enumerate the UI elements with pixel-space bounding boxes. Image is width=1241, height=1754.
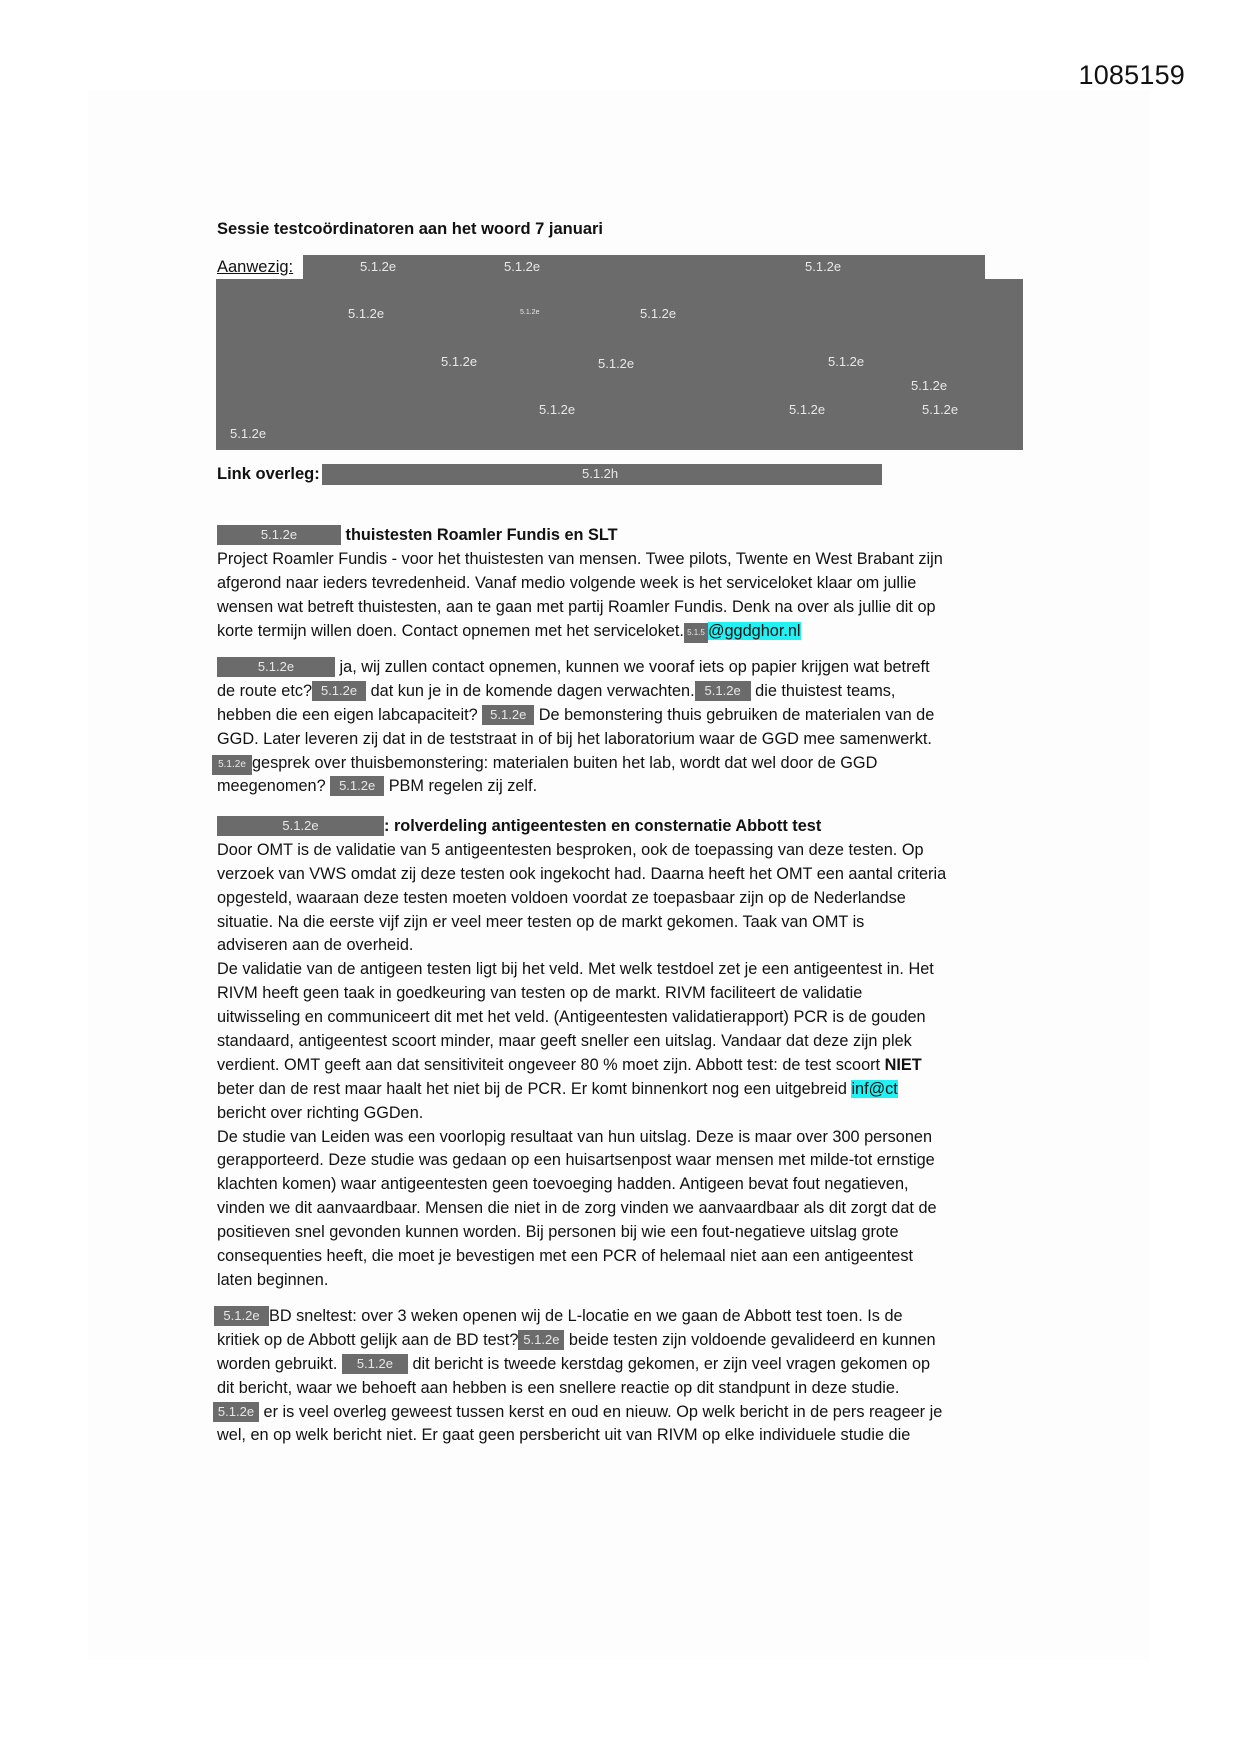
attendee-redaction-code: 5.1.2e (598, 356, 635, 371)
text-line: dit bericht, waar we behoeft aan hebben is een snellere reactie op dit standpunt in deze studie. (217, 1378, 900, 1397)
text: hebben die een eigen labcapaciteit? (217, 705, 478, 724)
redaction-box: 5.1.2e (213, 1402, 259, 1422)
attendee-redaction-code: 5.1.2e (504, 259, 541, 274)
text-line: positieven snel gevonden kunnen worden. Bij personen bij wie een fout-negatieve uitslag grote (217, 1223, 899, 1242)
section-bd-sneltest (217, 1305, 1037, 1448)
attendee-redaction-code: 5.1.2e (789, 402, 826, 417)
text: PBM regelen zij zelf. (388, 777, 538, 796)
text-line: klachten komen) waar antigeentesten geen toevoeging hadden. Antigeen bevat fout negatieven, (217, 1175, 909, 1194)
text-line: Project Roamler Fundis - voor het thuistesten van mensen. Twee pilots, Twente en West Brabant zijn (217, 549, 943, 568)
attendee-redaction-code: 5.1.2e (640, 306, 677, 321)
attendees-label: Aanwezig: (217, 258, 294, 276)
text: BD sneltest: over 3 weken openen wij de L-locatie en we gaan de Abbott test toen. Is de (269, 1307, 903, 1325)
text-line: RIVM heeft geen taak in goedkeuring van testen op de markt. RIVM faciliteert de validatie (217, 984, 863, 1003)
text-line: uitwisseling en communiceert dit met het veld. (Antigeentesten validatierapport) PCR is de gouden (217, 1008, 926, 1027)
text: worden gebruikt. (217, 1354, 338, 1373)
text-line: standaard, antigeentest scoort minder, maar geeft sneller een uitslag. Vandaar dat deze zijn plek (217, 1032, 912, 1051)
attendee-redaction-code: 5.1.2e (539, 402, 576, 417)
section-antigeentesten (217, 815, 1037, 1293)
text: die thuistest teams, (755, 681, 896, 700)
redaction-box: 5.1.2e (312, 681, 366, 701)
document-number: 1085159 (1078, 60, 1185, 90)
text-line: laten beginnen. (217, 1270, 329, 1289)
text-line: opgesteld, waaraan deze testen moeten voldoen voordat ze toepasbaar zijn op de Nederlandse (217, 888, 906, 907)
text-line (217, 1329, 1037, 1353)
attendee-redaction-code: 5.1.2e (922, 402, 959, 417)
section-heading (217, 815, 1037, 839)
text-line: adviseren aan de overheid. (217, 936, 414, 955)
text: meegenomen? (217, 777, 326, 796)
text-line (217, 656, 1037, 680)
attendees-redaction-top (303, 255, 985, 281)
text: gesprek over thuisbemonstering: materialen buiten het lab, wordt dat wel door de GGD (252, 753, 878, 772)
attendee-redaction-code: 5.1.2e (360, 259, 397, 274)
text-line: wensen wat betreft thuistesten, aan te gaan met partij Roamler Fundis. Denk na over als jullie dit op (217, 597, 936, 616)
text-line (217, 775, 1037, 799)
redaction-box: 5.1.2e (214, 1306, 269, 1326)
text-line: vinden we dit aanvaardbaar. Mensen die niet in de zorg vinden we aanvaardbaar als dit zorgt dat de (217, 1199, 937, 1218)
text-line (217, 680, 1037, 704)
link-overleg-label: Link overleg: (217, 465, 320, 483)
text-line: De studie van Leiden was een voorlopig resultaat van hun uitslag. Deze is maar over 300 personen (217, 1127, 932, 1146)
redaction-box: 5.1.2e (330, 776, 384, 796)
text: kritiek op de Abbott gelijk aan de BD test? (217, 1330, 519, 1349)
section-discussion (217, 656, 1037, 799)
text: korte termijn willen doen. Contact opnemen met het serviceloket. (217, 621, 684, 640)
text-line: wel, en op welk bericht niet. Er gaat geen persbericht uit van RIVM op elke individuele studie die (217, 1426, 911, 1445)
attendee-redaction-code: 5.1.2e (805, 259, 842, 274)
text-line (214, 1305, 1037, 1329)
infct-highlight: inf@ct (851, 1079, 898, 1098)
text-line: situatie. Na die eerste vijf zijn er veel meer testen op de markt gekomen. Taak van OMT is (217, 912, 865, 931)
heading-text: thuistesten Roamler Fundis en SLT (345, 526, 618, 544)
text-line: bericht over richting GGDen. (217, 1103, 424, 1122)
redaction-box: 5.1.2e (342, 1354, 408, 1374)
attendee-redaction-code: 5.1.2e (911, 378, 948, 393)
text-line: Door OMT is de validatie van 5 antigeentesten besproken, ook de toepassing van deze testen. Op (217, 840, 924, 859)
text: dit bericht is tweede kerstdag gekomen, er zijn veel vragen gekomen op (412, 1354, 931, 1373)
text: verdient. OMT geeft aan dat sensitiviteit ongeveer 80 % moet zijn. Abbott test: de test scoort (217, 1055, 885, 1074)
text: dat kun je in de komende dagen verwachten. (370, 681, 695, 700)
text-line (217, 1353, 1037, 1377)
redaction-box: 5.1.2e (518, 1330, 564, 1350)
email-redaction: 5.1.5 (684, 623, 708, 643)
text-line (213, 1401, 1037, 1425)
text: beter dan de rest maar haalt het niet bij de PCR. Er komt binnenkort nog een uitgebreid (217, 1079, 852, 1098)
emphasis-niet: NIET (884, 1055, 922, 1074)
text-line: De validatie van de antigeen testen ligt bij het veld. Met welk testdoel zet je een antigeentest in. Het (217, 960, 934, 979)
attendee-redaction-code: 5.1.2e (441, 354, 478, 369)
section-heading (217, 524, 1037, 548)
redaction-box: 5.1.2e (217, 657, 335, 677)
email-domain-highlight: @ggdghor.nl (707, 621, 801, 640)
redaction-box: 5.1.2e (217, 525, 341, 545)
redaction-box: 5.1.2e (217, 816, 384, 836)
text-line: verzoek van VWS omdat zij deze testen ook ingekocht had. Daarna heeft het OMT een aantal criteria (217, 864, 947, 883)
text-line (217, 1054, 1037, 1078)
document-title: Sessie testcoördinatoren aan het woord 7 januari (217, 220, 604, 238)
attendee-redaction-code: 5.1.2e (828, 354, 865, 369)
text: de route etc? (217, 681, 313, 700)
text-line: consequenties heeft, die moet je bevestigen met een PCR of helemaal niet aan een antigeentest (217, 1247, 914, 1266)
attendee-redaction-code: 5.1.2e (230, 426, 267, 441)
text-line: GGD. Later leveren zij dat in de teststraat in of bij het laboratorium waar de GGD mee samenwerkt. (217, 729, 932, 748)
link-overleg-redaction-code: 5.1.2h (582, 466, 619, 481)
text: beide testen zijn voldoende gevalideerd en kunnen (568, 1330, 936, 1349)
redaction-box: 5.1.2e (482, 705, 534, 725)
attendee-redaction-code: 5.1.2e (520, 309, 540, 316)
text: ja, wij zullen contact opnemen, kunnen we vooraf iets op papier krijgen wat betreft (339, 658, 930, 676)
text-line: afgerond naar ieders tevredenheid. Vanaf medio volgende week is het serviceloket klaar om jullie (217, 573, 917, 592)
section-thuistesten (217, 524, 1037, 643)
text-line (212, 752, 1037, 776)
attendee-redaction-code: 5.1.2e (348, 306, 385, 321)
text: De bemonstering thuis gebruiken de materialen van de (538, 705, 935, 724)
text: er is veel overleg geweest tussen kerst en oud en nieuw. Op welk bericht in de pers reageer je (263, 1402, 943, 1421)
redaction-box: 5.1.2e (695, 681, 751, 701)
text-line (217, 1078, 1037, 1102)
heading-text: : rolverdeling antigeentesten en consternatie Abbott test (384, 817, 822, 835)
text-line (217, 704, 1037, 728)
text-line: gerapporteerd. Deze studie was gedaan op een huisartsenpost waar mensen met milde-tot ernstige (217, 1151, 935, 1170)
redaction-box: 5.1.2e (212, 755, 252, 775)
text-line (217, 620, 1037, 644)
